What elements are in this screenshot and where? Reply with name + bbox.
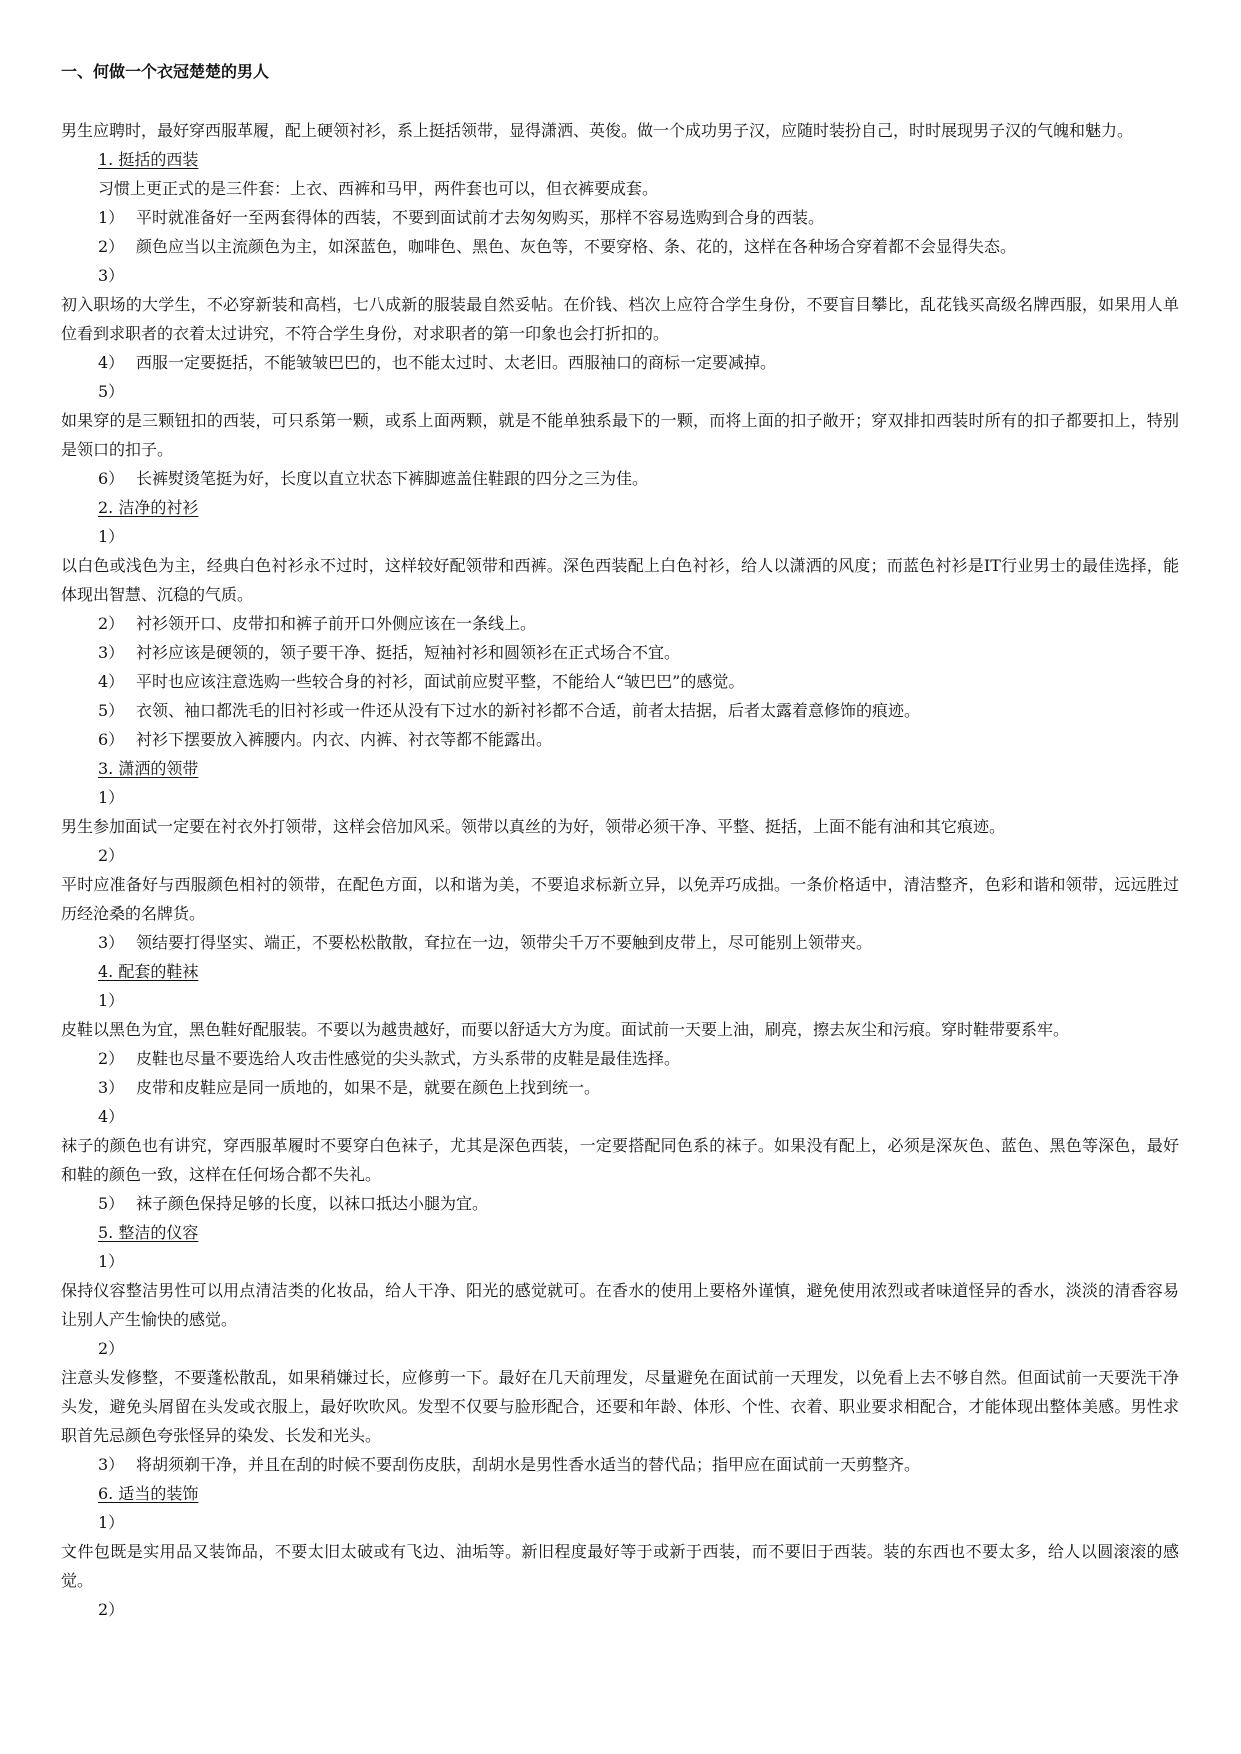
list-item <box>61 638 1179 667</box>
section-heading-text: 6. 适当的装饰 <box>98 1484 199 1503</box>
list-item-number: 4） <box>98 1107 125 1126</box>
list-item-text: 衬衫下摆要放入裤腰内。内衣、内裤、衬衣等都不能露出。 <box>136 730 553 749</box>
list-item <box>61 377 1179 406</box>
list-item-number: 3） <box>98 266 125 285</box>
list-item <box>61 667 1179 696</box>
list-item-text: 颜色应当以主流颜色为主，如深蓝色，咖啡色、黑色、灰色等，不要穿格、条、花的，这样在各种场合穿着都不会显得失态。 <box>136 237 1017 256</box>
list-item <box>61 1508 1179 1537</box>
section-heading <box>61 957 1179 986</box>
list-item <box>61 928 1179 957</box>
list-item <box>61 1247 1179 1276</box>
list-item-text: 领结要打得坚实、端正，不要松松散散，耷拉在一边，领带尖千万不要触到皮带上，尽可能别上领带夹。 <box>136 933 873 952</box>
list-item-number: 2） <box>98 1049 125 1068</box>
list-item-number: 2） <box>98 1600 125 1619</box>
list-item-number: 5） <box>98 1194 125 1213</box>
list-item-number: 6） <box>98 730 125 749</box>
section-heading <box>61 1479 1179 1508</box>
list-item-number: 2） <box>98 846 125 865</box>
list-item <box>61 261 1179 290</box>
document-body <box>61 58 1179 1624</box>
body-paragraph: 平时应准备好与西服颜色相衬的领带，在配色方面，以和谐为美，不要追求标新立异，以免弄巧成拙。一条价格适中，清洁整齐，色彩和谐和领带，远远胜过历经沧桑的名牌货。 <box>61 875 1179 923</box>
list-item-text: 衬衫领开口、皮带扣和裤子前开口外侧应该在一条线上。 <box>136 614 537 633</box>
list-item-text: 袜子颜色保持足够的长度，以袜口抵达小腿为宜。 <box>136 1194 489 1213</box>
list-item <box>61 725 1179 754</box>
list-item-text: 衬衫应该是硬领的，领子要干净、挺括，短袖衬衫和圆领衫在正式场合不宜。 <box>136 643 681 662</box>
list-item <box>61 1595 1179 1624</box>
list-item-number: 3） <box>98 1455 125 1474</box>
section-heading-text: 5. 整洁的仪容 <box>98 1223 199 1242</box>
section-heading <box>61 1218 1179 1247</box>
section-heading <box>61 145 1179 174</box>
list-item <box>61 1102 1179 1131</box>
body-paragraph: 初入职场的大学生，不必穿新装和高档，七八成新的服装最自然妥帖。在价钱、档次上应符合学生身份，不要盲目攀比，乱花钱买高级名牌西服，如果用人单位看到求职者的衣着太过讲究，不符合学生身份，对求职者的第一印象也会打折扣的。 <box>61 295 1179 343</box>
list-item <box>61 1450 1179 1479</box>
list-item <box>61 1189 1179 1218</box>
list-item-text: 平时就准备好一至两套得体的西装，不要到面试前才去匆匆购买，那样不容易选购到合身的西装。 <box>136 208 825 227</box>
list-item-text: 衣领、袖口都洗毛的旧衬衫或一件还从没有下过水的新衬衫都不合适，前者太拮据，后者太露着意修饰的痕迹。 <box>136 701 921 720</box>
body-paragraph: 保持仪容整洁男性可以用点清洁类的化妆品，给人干净、阳光的感觉就可。在香水的使用上要格外谨慎，避免使用浓烈或者味道怪异的香水，淡淡的清香容易让别人产生愉快的感觉。 <box>61 1281 1179 1329</box>
list-item <box>61 203 1179 232</box>
list-item-number: 3） <box>98 933 125 952</box>
section-heading <box>61 754 1179 783</box>
list-item-text: 平时也应该注意选购一些较合身的衬衫，面试前应熨平整，不能给人“皱巴巴”的感觉。 <box>136 672 745 691</box>
intro-paragraph: 男生应聘时，最好穿西服革履，配上硬领衬衫，系上挺括领带，显得潇洒、英俊。做一个成功男子汉，应随时装扮自己，时时展现男子汉的气魄和魅力。 <box>61 121 1134 140</box>
list-item-number: 6） <box>98 469 125 488</box>
list-item <box>61 464 1179 493</box>
list-item-number: 4） <box>98 353 125 372</box>
list-item <box>61 696 1179 725</box>
body-paragraph: 皮鞋以黑色为宜，黑色鞋好配服装。不要以为越贵越好，而要以舒适大方为度。面试前一天要上油，刷亮，擦去灰尘和污痕。穿时鞋带要系牢。 <box>61 1020 1070 1039</box>
list-item-text: 皮鞋也尽量不要选给人攻击性感觉的尖头款式，方头系带的皮鞋是最佳选择。 <box>136 1049 681 1068</box>
list-item-text: 将胡须剃干净，并且在刮的时候不要刮伤皮肤，刮胡水是男性香水适当的替代品；指甲应在面试前一天剪整齐。 <box>136 1455 921 1474</box>
list-item <box>61 783 1179 812</box>
section-heading-text: 1. 挺括的西装 <box>98 150 199 169</box>
document-title: 一、何做一个衣冠楚楚的男人 <box>61 62 270 81</box>
body-paragraph: 文件包既是实用品又装饰品，不要太旧太破或有飞边、油垢等。新旧程度最好等于或新于西装，而不要旧于西装。装的东西也不要太多，给人以圆滚滚的感觉。 <box>61 1542 1179 1590</box>
list-item <box>61 232 1179 261</box>
list-item <box>61 609 1179 638</box>
body-paragraph: 以白色或浅色为主，经典白色衬衫永不过时，这样较好配领带和西裤。深色西装配上白色衬衫，给人以潇洒的风度；而蓝色衬衫是IT行业男士的最佳选择，能体现出智慧、沉稳的气质。 <box>61 556 1179 604</box>
list-item <box>61 1334 1179 1363</box>
list-item-number: 5） <box>98 701 125 720</box>
list-item-number: 1） <box>98 1513 125 1532</box>
list-item-number: 3） <box>98 643 125 662</box>
list-item-number: 1） <box>98 1252 125 1271</box>
body-paragraph: 袜子的颜色也有讲究，穿西服革履时不要穿白色袜子，尤其是深色西装，一定要搭配同色系的袜子。如果没有配上，必须是深灰色、蓝色、黑色等深色，最好和鞋的颜色一致，这样在任何场合都不失礼。 <box>61 1136 1179 1184</box>
section-heading-text: 3. 潇洒的领带 <box>98 759 199 778</box>
list-item-number: 2） <box>98 237 125 256</box>
list-item <box>61 1044 1179 1073</box>
section-heading-text: 4. 配套的鞋袜 <box>98 962 199 981</box>
list-item <box>61 522 1179 551</box>
body-paragraph: 注意头发修整，不要蓬松散乱，如果稍嫌过长，应修剪一下。最好在几天前理发，尽量避免在面试前一天理发，以免看上去不够自然。但面试前一天要洗干净头发，避免头屑留在头发或衣服上，最好吹吹风。发型不仅要与脸形配合，还要和年龄、体形、个性、衣着、职业要求相配合，才能体现出整体美感。男性求职首先忌颜色夸张怪异的染发、长发和光头。 <box>61 1368 1179 1445</box>
content-blocks <box>61 145 1179 1624</box>
paragraph-line: 习惯上更正式的是三件套：上衣、西裤和马甲，两件套也可以，但衣裤要成套。 <box>98 179 659 198</box>
list-item-number: 1） <box>98 991 125 1010</box>
body-paragraph: 男生参加面试一定要在衬衣外打领带，这样会倍加风采。领带以真丝的为好，领带必须干净、平整、挺括，上面不能有油和其它痕迹。 <box>61 817 1006 836</box>
list-item-number: 2） <box>98 1339 125 1358</box>
list-item-number: 5） <box>98 382 125 401</box>
body-paragraph: 如果穿的是三颗钮扣的西装，可只系第一颗，或系上面两颗，就是不能单独系最下的一颗，而将上面的扣子敞开；穿双排扣西装时所有的扣子都要扣上，特别是领口的扣子。 <box>61 411 1179 459</box>
section-heading <box>61 493 1179 522</box>
list-item-number: 3） <box>98 1078 125 1097</box>
section-heading-text: 2. 洁净的衬衫 <box>98 498 199 517</box>
list-item-text: 长裤熨烫笔挺为好，长度以直立状态下裤脚遮盖住鞋跟的四分之三为佳。 <box>136 469 649 488</box>
list-item-text: 皮带和皮鞋应是同一质地的，如果不是，就要在颜色上找到统一。 <box>136 1078 601 1097</box>
list-item <box>61 841 1179 870</box>
list-item-number: 2） <box>98 614 125 633</box>
list-item-number: 4） <box>98 672 125 691</box>
list-item-number: 1） <box>98 208 125 227</box>
list-item-text: 西服一定要挺括，不能皱皱巴巴的，也不能太过时、太老旧。西服袖口的商标一定要减掉。 <box>136 353 777 372</box>
list-item-number: 1） <box>98 527 125 546</box>
list-item-number: 1） <box>98 788 125 807</box>
list-item <box>61 986 1179 1015</box>
list-item <box>61 348 1179 377</box>
list-item <box>61 1073 1179 1102</box>
